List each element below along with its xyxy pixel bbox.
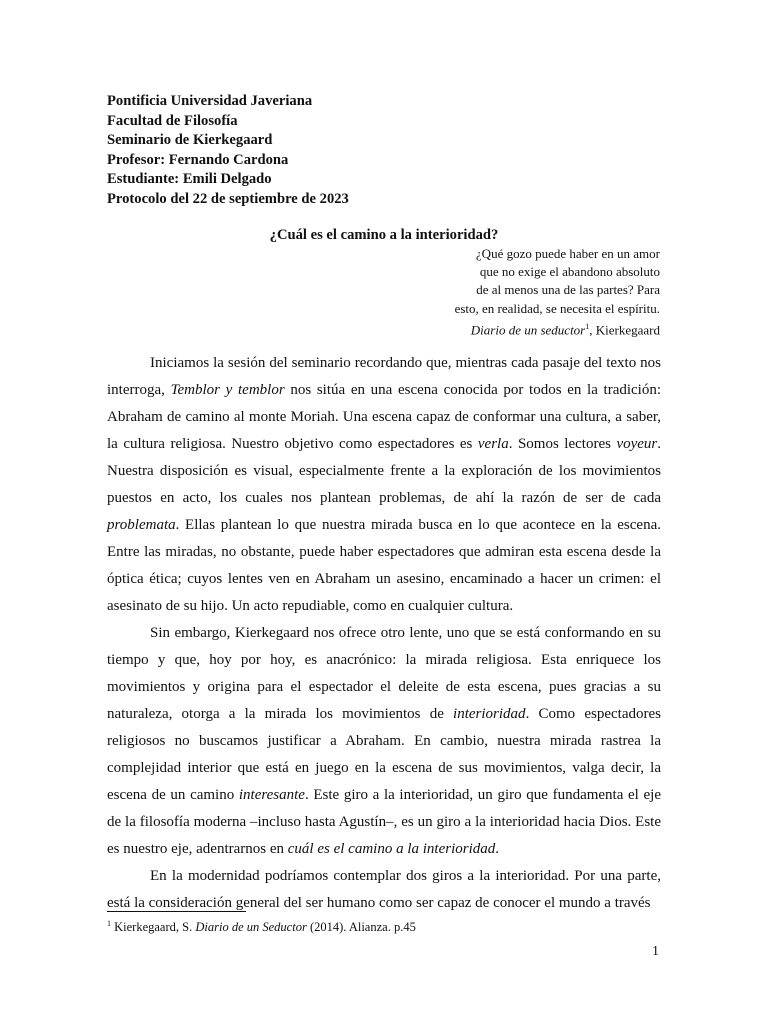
- paragraph-3: [107, 863, 661, 917]
- text-run: . Nuestra disposición es visual, especialmente frente a la exploración de los movimientos puestos en acto, los cuales nos plantean problemas, de ahí la razón de ser de cada: [107, 436, 661, 506]
- italic-run: problemata: [107, 517, 176, 533]
- footnote-rest: (2014). Alianza. p.45: [306, 920, 416, 935]
- italic-run: interioridad: [453, 706, 526, 722]
- text-run: . Este giro a la interioridad, un giro que fundamenta el eje de la filosofía moderna –incluso hasta Agustín–, es un giro a la interioridad hacia Dios. Este es nuestro eje, adentrarnos en: [107, 787, 661, 857]
- italic-run: Temblor y temblor: [170, 382, 285, 398]
- footnote-ref: 1: [585, 321, 590, 331]
- header-faculty: Facultad de Filosofía: [107, 112, 238, 129]
- document-header: [107, 92, 349, 209]
- text-run: . Como espectadores religiosos no buscamos justificar a Abraham. En cambio, nuestra mirada rastrea la complejidad interior que está en juego en la escena de sus movimientos, valga decir, la escena de un camino: [107, 706, 661, 803]
- epigraph-work-title: Diario de un seductor: [470, 322, 586, 338]
- italic-run: voyeur: [616, 436, 658, 452]
- footnote-number: 1: [107, 919, 111, 928]
- header-university: Pontificia Universidad Javeriana: [107, 93, 313, 109]
- epigraph-citation: [455, 318, 660, 340]
- epigraph-line: que no exige el abandono absoluto: [479, 264, 660, 280]
- text-run: .: [495, 841, 499, 857]
- footnote-separator: [107, 911, 246, 912]
- paragraph-2: [107, 620, 661, 863]
- epigraph-line: de al menos una de las partes? Para: [476, 282, 660, 298]
- epigraph: [455, 245, 660, 339]
- page-number: 1: [652, 944, 659, 959]
- text-run: En la modernidad podríamos contemplar dos giros a la interioridad. Por una parte, está la consideración general del ser humano como ser capaz de conocer el mundo a través: [107, 868, 661, 911]
- footnote: [107, 916, 416, 935]
- paragraph-1: [107, 350, 661, 620]
- italic-run: cuál es el camino a la interioridad: [287, 841, 496, 857]
- italic-run: interesante: [238, 787, 305, 803]
- text-run: Iniciamos la sesión del seminario recordando que, mientras cada pasaje del texto nos interroga,: [107, 355, 661, 398]
- header-seminar: Seminario de Kierkegaard: [107, 132, 273, 148]
- epigraph-line: esto, en realidad, se necesita el espíritu.: [454, 300, 660, 316]
- text-run: Sin embargo, Kierkegaard nos ofrece otro lente, uno que se está conformando en su tiempo y que, hoy por hoy, es anacrónico: la mirada religiosa. Esta enriquece los movimientos y origina para el espectador el deleite de esta escena, pues gracias a su naturaleza, otorga a la mirada los movimientos de: [107, 625, 661, 722]
- italic-run: verla: [477, 436, 509, 452]
- header-professor: Profesor: Fernando Cardona: [107, 151, 289, 168]
- footnote-author: Kierkegaard, S.: [111, 920, 196, 935]
- epigraph-author: , Kierkegaard: [589, 322, 660, 338]
- text-run: nos sitúa en una escena conocida por todos en la tradición: Abraham de camino al monte Moriah. Una escena capaz de conformar una cultura, a saber, la cultura religiosa. Nuestro objetivo como espectadores es: [107, 382, 662, 452]
- text-run: . Somos lectores: [508, 436, 617, 452]
- text-run: . Ellas plantean lo que nuestra mirada busca en lo que acontece en la escena. Entre las miradas, no obstante, puede haber espectadores que admiran esta escena desde la óptica ética; cuyos lentes ven en Abraham un asesino, encaminado a hacer un crimen: el asesinato de su hijo. Un acto repudiable, como en cualquier cultura.: [107, 517, 661, 614]
- document-title: ¿Cuál es el camino a la interioridad?: [269, 227, 499, 243]
- footnote-work: Diario de un Seductor: [195, 920, 307, 935]
- header-protocol: Protocolo del 22 de septiembre de 2023: [107, 190, 349, 207]
- body-text: [107, 350, 661, 917]
- epigraph-line: ¿Qué gozo puede haber en un amor: [475, 246, 660, 261]
- header-student: Estudiante: Emili Delgado: [107, 171, 272, 187]
